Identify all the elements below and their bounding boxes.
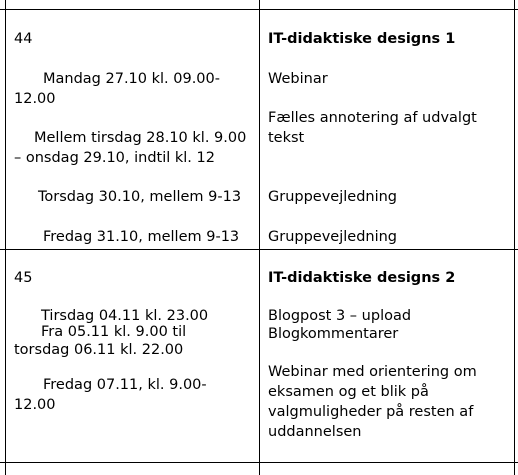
activity-item: Gruppevejledning [268, 229, 398, 245]
activity-item: tekst [268, 130, 305, 146]
activity-item: eksamen og et blik på [268, 384, 429, 400]
left-border [5, 0, 6, 475]
activity-item: Webinar med orientering om [268, 364, 477, 380]
activity-item: uddannelsen [268, 424, 362, 440]
schedule-item: – onsdag 29.10, indtil kl. 12 [14, 150, 215, 166]
schedule-item: Mandag 27.10 kl. 09.00- [43, 71, 220, 87]
activity-item: valgmuligheder på resten af [268, 404, 474, 420]
activity-item: Gruppevejledning [268, 189, 398, 205]
schedule-item: Torsdag 30.10, mellem 9-13 [38, 189, 242, 205]
activity-item: Blogkommentarer [268, 326, 399, 342]
schedule-item: Tirsdag 04.11 kl. 23.00 [41, 308, 209, 324]
week-number: 44 [14, 31, 33, 47]
module-title: IT-didaktiske designs 1 [268, 31, 456, 47]
activity-item: Webinar [268, 71, 328, 87]
column-divider [259, 0, 260, 475]
schedule-item: 12.00 [14, 397, 56, 413]
activity-item: Blogpost 3 – upload [268, 308, 412, 324]
schedule-item: Fredag 07.11, kl. 9.00- [43, 377, 207, 393]
schedule-item: Mellem tirsdag 28.10 kl. 9.00 [34, 130, 247, 146]
right-border [514, 0, 515, 475]
schedule-item: Fra 05.11 kl. 9.00 til [41, 324, 187, 340]
activity-item: Fælles annotering af udvalgt [268, 110, 477, 126]
schedule-item: torsdag 06.11 kl. 22.00 [14, 342, 184, 358]
schedule-item: Fredag 31.10, mellem 9-13 [43, 229, 240, 245]
module-title: IT-didaktiske designs 2 [268, 270, 456, 286]
week-number: 45 [14, 270, 33, 286]
schedule-item: 12.00 [14, 91, 56, 107]
